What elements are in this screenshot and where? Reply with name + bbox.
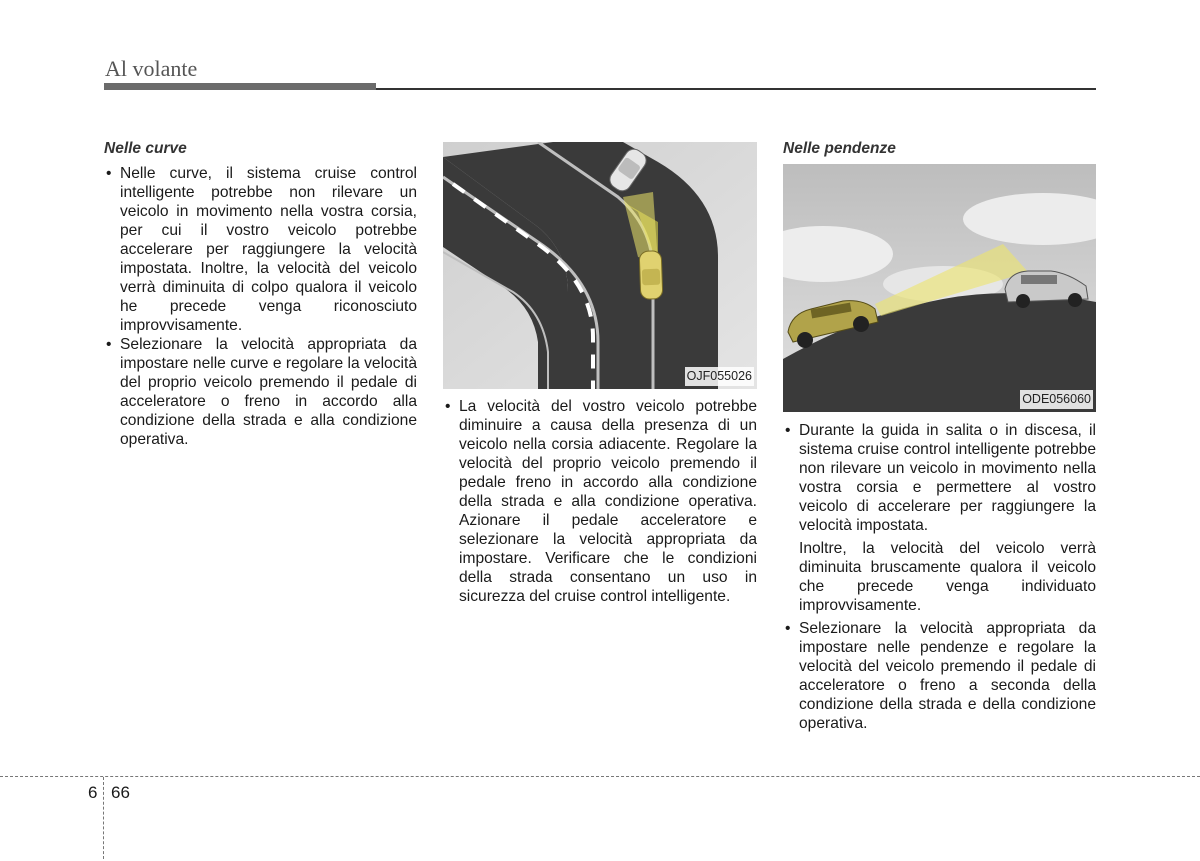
figure-code: OJF055026 <box>685 367 754 386</box>
header-rule-thick <box>104 83 376 90</box>
page-number: 66 <box>111 783 130 802</box>
hill-road-illustration <box>783 164 1096 412</box>
subsection-title-curves: Nelle curve <box>104 140 187 157</box>
bullet-item: • Nelle curve, il sistema cruise control intelligente potrebbe non rilevare un veicolo in movimento nella vostra corsia, per cui il vostro veicolo potrebbe accelerare per raggiungere la velocità impostata. Inoltre, la velocità del veicolo verrà diminuita di colpo qualora il veicolo he precede venga riconosciuto improvvisamente. <box>104 164 417 335</box>
footer-vertical-rule <box>103 777 104 859</box>
curve-road-figure <box>443 142 757 389</box>
column-curves <box>104 139 417 449</box>
column-adjacent-lane <box>443 142 757 606</box>
bullet-item: • Selezionare la velocità appropriata da impostare nelle curve e regolare la velocità del proprio veicolo premendo il pedale di acceleratore o freno in accordo alla condizione della strada e alla condizione operativa. <box>104 335 417 449</box>
bullet-text: Durante la guida in salita o in discesa, il sistema cruise control intelligente potrebbe non rilevare un veicolo in movimento nella vostra corsia e permettere al vostro veicolo di accelerare per raggiungere la velocità impostata. <box>799 422 1096 534</box>
bullet-list-slopes-2 <box>783 619 1096 733</box>
bullet-item: • Selezionare la velocità appropriata da impostare nelle pendenze e regolare la velocità del veicolo premendo il pedale di acceleratore o freno a seconda della condizione della strada e della condizione operativa. <box>783 619 1096 733</box>
column-slopes <box>783 139 1096 733</box>
bullet-list-slopes <box>783 421 1096 535</box>
chapter-number: 6 <box>88 783 98 802</box>
slope-figure <box>783 164 1096 412</box>
footer-rule <box>0 776 1200 777</box>
figure-code: ODE056060 <box>1020 390 1093 409</box>
bullet-item <box>783 421 1096 535</box>
bullet-item: • La velocità del vostro veicolo potrebbe diminuire a causa della presenza di un veicolo nella corsia adiacente. Regolare la velocità del proprio veicolo premendo il pedale freno in accordo alla condizione della strada e alla condizione operativa. Azionare il pedale acceleratore e selezionare la velocità appropriata da impostare. Verificare che le condizioni della strada consentano un uso in sicurezza del cruise control intelligente. <box>443 397 757 606</box>
bullet-list-adjacent <box>443 397 757 606</box>
bullet-list-curves <box>104 164 417 449</box>
subsection-title-slopes: Nelle pendenze <box>783 140 896 157</box>
bullet-continuation: Inoltre, la velocità del veicolo verrà diminuita bruscamente qualora il veicolo che precede venga individuato improvvisamente. <box>799 540 1096 614</box>
curve-road-illustration <box>443 142 757 389</box>
header-rule-thin <box>376 88 1096 90</box>
section-title: Al volante <box>105 56 198 81</box>
